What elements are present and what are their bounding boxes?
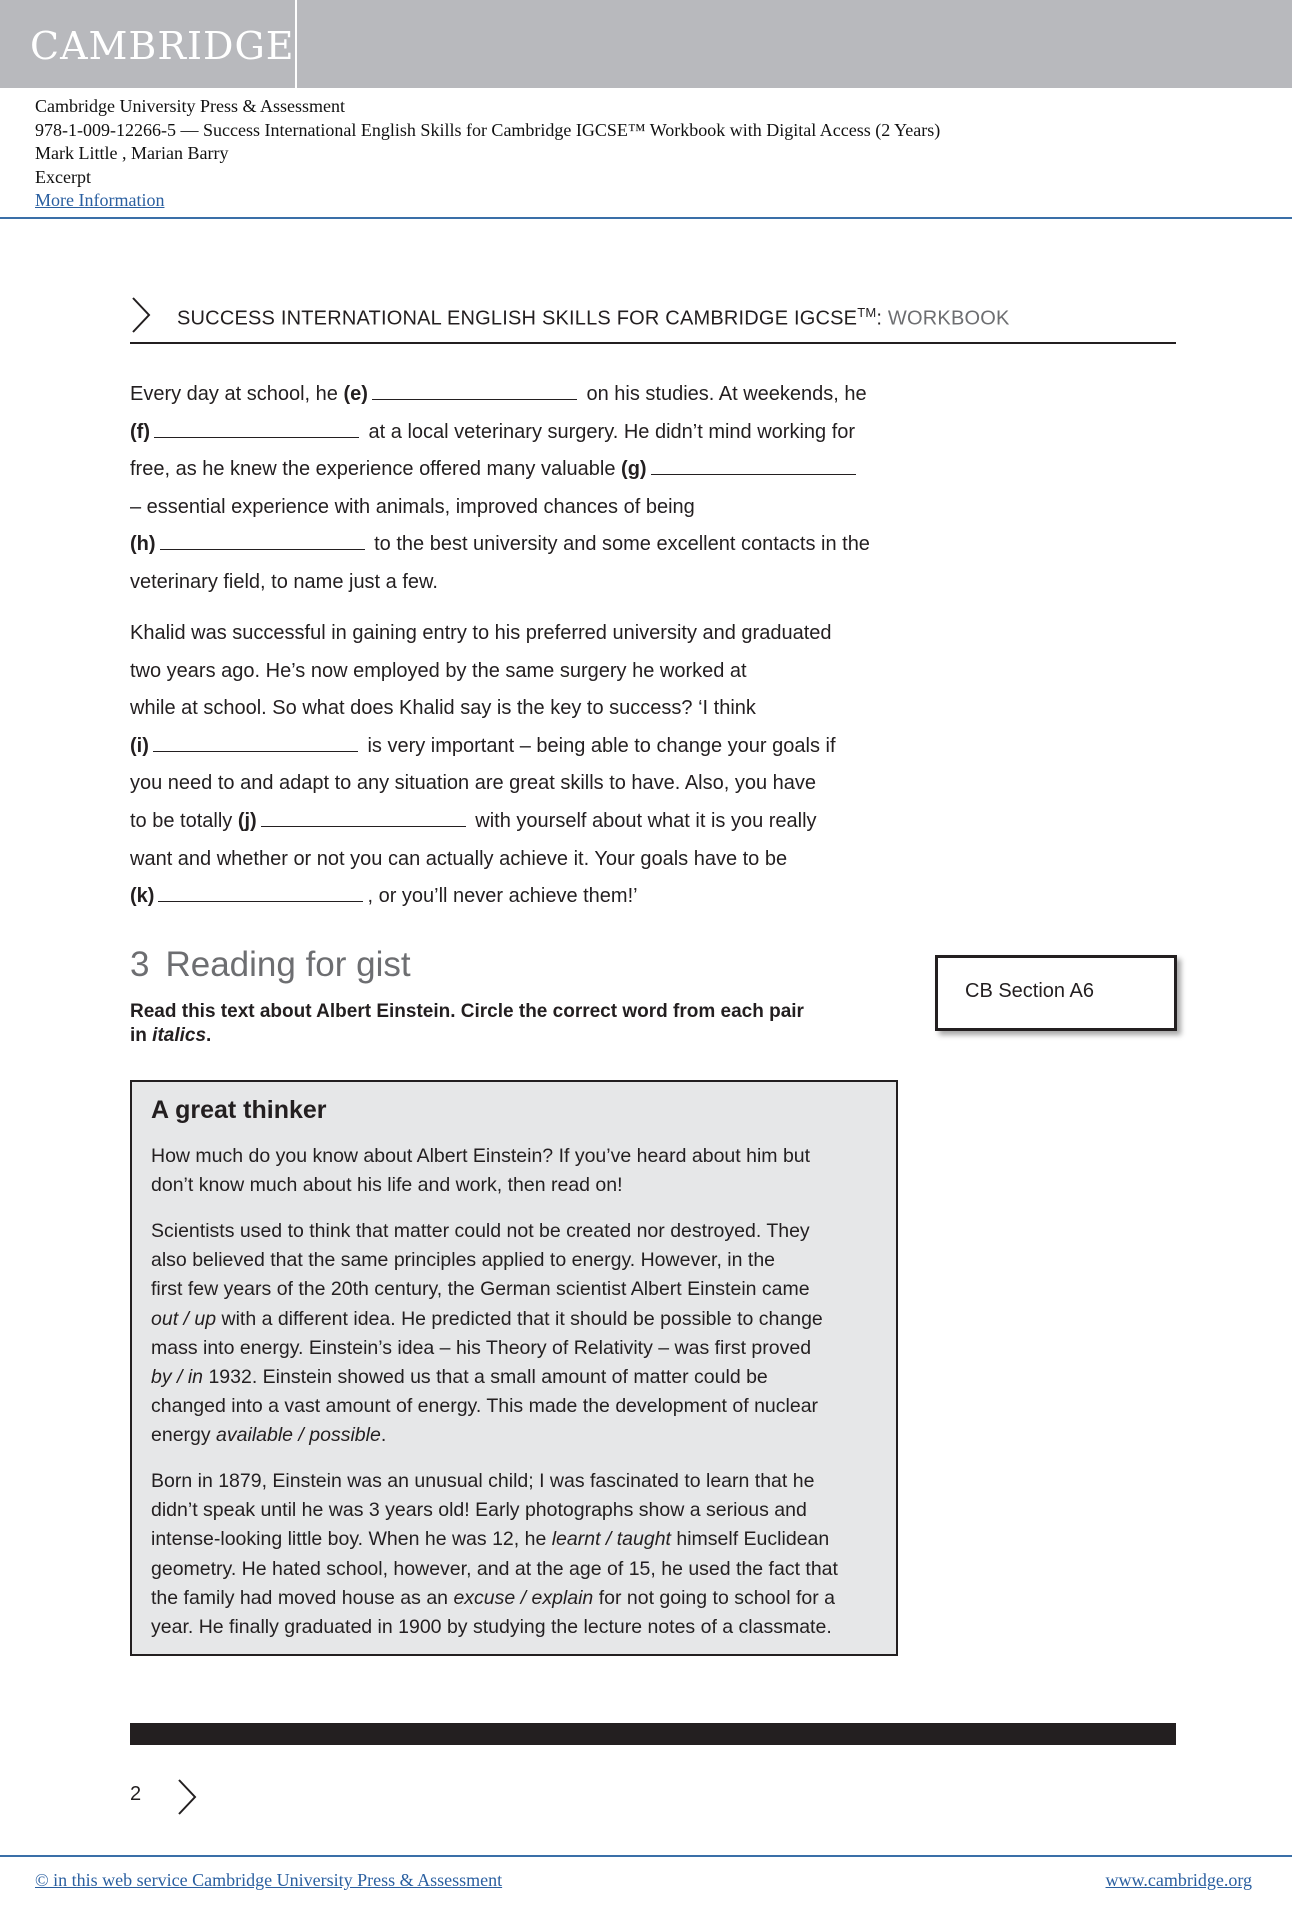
reading-line xyxy=(151,1363,881,1392)
reading-text: energy xyxy=(151,1424,217,1447)
gap-fill-passage-1 xyxy=(130,376,910,602)
cambridge-website-link[interactable]: www.cambridge.org xyxy=(1105,1870,1252,1890)
reading-line xyxy=(151,1525,881,1554)
section-number: 3 xyxy=(130,945,150,984)
instruction xyxy=(130,1000,910,1048)
word-choice[interactable]: out / up xyxy=(151,1307,217,1330)
line-text: Khalid was successful in gaining entry to his preferred university and graduated xyxy=(130,622,832,644)
gap-label: (h) xyxy=(130,533,156,556)
running-head-workbook: WORKBOOK xyxy=(887,307,1010,330)
gap-label: (e) xyxy=(343,383,368,405)
reading-paragraph-2 xyxy=(151,1217,881,1451)
reading-text: don’t know much about his life and work, then read on! xyxy=(151,1174,623,1197)
header-divider xyxy=(0,217,1292,219)
reading-line xyxy=(151,1467,881,1496)
passage-line xyxy=(130,841,910,879)
reading-text: . xyxy=(380,1424,387,1447)
reading-paragraph-1 xyxy=(151,1142,881,1200)
book-meta xyxy=(35,95,940,213)
reading-line xyxy=(151,1142,881,1171)
reading-text: himself Euclidean xyxy=(670,1528,830,1551)
page-number: 2 xyxy=(130,1783,142,1805)
line-text: free, as he knew the experience offered many valuable xyxy=(130,458,622,481)
reading-text: year. He finally graduated in 1900 by studying the lecture notes of a classmate. xyxy=(151,1615,832,1638)
word-choice[interactable]: available / possible xyxy=(216,1424,381,1447)
reading-text: with a different idea. He predicted that it should be possible to change xyxy=(216,1307,823,1330)
line-text: veterinary field, to name just a few. xyxy=(130,570,438,593)
reading-line xyxy=(151,1421,881,1450)
gap-label: (k) xyxy=(130,885,155,908)
reading-line xyxy=(151,1217,881,1246)
reading-text: for not going to school for a xyxy=(593,1586,836,1609)
cb-section-box xyxy=(935,955,1177,1031)
more-information-link[interactable]: More Information xyxy=(35,190,165,210)
reading-text: Born in 1879, Einstein was an unusual child; I was fascinated to learn that he xyxy=(151,1470,815,1492)
word-choice[interactable]: learnt / taught xyxy=(551,1528,671,1551)
answer-blank[interactable] xyxy=(372,385,577,400)
instruction-italics: italics xyxy=(152,1025,207,1046)
passage-line xyxy=(130,765,910,803)
publisher: Cambridge University Press & Assessment xyxy=(35,96,345,116)
reading-line xyxy=(151,1613,881,1642)
instruction-line-2a: in xyxy=(130,1025,153,1046)
line-text: with yourself about what it is you really xyxy=(469,809,817,832)
authors: Mark Little , Marian Barry xyxy=(35,143,229,163)
reading-line xyxy=(151,1392,881,1421)
gap-fill-passage-2 xyxy=(130,615,910,916)
answer-blank[interactable] xyxy=(261,812,466,827)
reading-line xyxy=(151,1584,881,1613)
passage-line xyxy=(130,653,910,691)
footer-divider xyxy=(0,1855,1292,1857)
brand-bar xyxy=(0,0,1292,88)
reading-line xyxy=(151,1246,881,1275)
trademark: TM xyxy=(857,305,877,320)
reading-text: Scientists used to think that matter could not be created nor destroyed. They xyxy=(151,1220,810,1242)
reading-text: also believed that the same principles applied to energy. However, in the xyxy=(151,1249,776,1272)
copyright-link[interactable]: © in this web service Cambridge University Press & Assessment xyxy=(35,1870,503,1890)
reading-line xyxy=(151,1496,881,1525)
instruction-line-2c: . xyxy=(206,1025,212,1046)
reading-line xyxy=(151,1305,881,1334)
running-head-title xyxy=(177,305,1010,331)
passage-line xyxy=(130,451,910,489)
answer-blank[interactable] xyxy=(160,535,365,550)
gap-label: (f) xyxy=(130,420,150,443)
reading-line xyxy=(151,1555,881,1584)
passage-line xyxy=(130,376,910,414)
reading-text: the family had moved house as an xyxy=(151,1586,454,1609)
line-text: to be totally xyxy=(130,809,238,832)
passage-line xyxy=(130,728,910,766)
line-text: while at school. So what does Khalid say is the key to success? ‘I think xyxy=(130,697,756,720)
answer-blank[interactable] xyxy=(154,423,359,438)
cb-section-label: CB Section A6 xyxy=(965,980,1094,1002)
running-head-text: SUCCESS INTERNATIONAL ENGLISH SKILLS FOR CAMBRIDGE IGCSE xyxy=(177,307,858,330)
word-choice[interactable]: by / in xyxy=(151,1365,204,1388)
line-text: to the best university and some excellent contacts in the xyxy=(368,533,870,556)
gap-label: (g) xyxy=(621,458,647,481)
passage-line xyxy=(130,489,910,527)
gap-label: (j) xyxy=(237,809,257,832)
cambridge-logo: CAMBRIDGE xyxy=(30,24,295,68)
line-text: – essential experience with animals, improved chances of being xyxy=(130,495,695,518)
passage-line xyxy=(130,878,910,916)
footer-bar xyxy=(130,1723,1176,1745)
reading-text: geometry. He hated school, however, and at the age of 15, he used the fact that xyxy=(151,1557,838,1580)
passage-line xyxy=(130,615,910,653)
reading-text: How much do you know about Albert Einstein? If you’ve heard about him but xyxy=(151,1145,811,1167)
line-text: on his studies. At weekends, he xyxy=(580,383,867,405)
running-head-rule xyxy=(130,342,1176,344)
reading-title: A great thinker xyxy=(151,1096,327,1124)
passage-line xyxy=(130,526,910,564)
reading-text: intense-looking little boy. When he was 12, he xyxy=(151,1528,552,1551)
line-text: want and whether or not you can actually achieve it. Your goals have to be xyxy=(130,847,788,870)
passage-line xyxy=(130,690,910,728)
running-head xyxy=(130,295,1176,345)
reading-text-box xyxy=(130,1080,898,1656)
answer-blank[interactable] xyxy=(153,737,358,752)
gap-label: (i) xyxy=(130,734,149,757)
instruction-line-1: Read this text about Albert Einstein. Circle the correct word from each pair xyxy=(130,1001,804,1022)
section-heading xyxy=(130,945,411,985)
word-choice[interactable]: excuse / explain xyxy=(453,1586,594,1609)
excerpt-label: Excerpt xyxy=(35,166,91,187)
passage-line xyxy=(130,414,910,452)
reading-paragraph-3 xyxy=(151,1467,881,1642)
passage-line xyxy=(130,803,910,841)
reading-line xyxy=(151,1334,881,1363)
line-text: Every day at school, he xyxy=(130,383,344,405)
chevron-right-icon xyxy=(176,1777,198,1817)
reading-text: changed into a vast amount of energy. This made the development of nuclear xyxy=(151,1395,819,1418)
reading-text: mass into energy. Einstein’s idea – his Theory of Relativity – was first proved xyxy=(151,1336,812,1359)
chevron-right-icon xyxy=(130,295,152,335)
reading-text: first few years of the 20th century, the German scientist Albert Einstein came xyxy=(151,1278,810,1301)
section-title: Reading for gist xyxy=(165,945,411,984)
brand-divider xyxy=(295,0,297,88)
line-text: two years ago. He’s now employed by the same surgery he worked at xyxy=(130,659,747,682)
reading-line xyxy=(151,1171,881,1200)
reading-line xyxy=(151,1275,881,1304)
passage-line xyxy=(130,564,910,602)
line-text: , or you’ll never achieve them!’ xyxy=(367,885,638,908)
answer-blank[interactable] xyxy=(158,887,363,902)
answer-blank[interactable] xyxy=(651,460,856,475)
reading-text: didn’t speak until he was 3 years old! Early photographs show a serious and xyxy=(151,1499,807,1522)
running-head-sep: : xyxy=(876,307,888,330)
isbn-title: 978-1-009-12266-5 — Success International English Skills for Cambridge IGCSE™ Workbook with Digital Access (2 Years) xyxy=(35,119,941,140)
reading-text: 1932. Einstein showed us that a small amount of matter could be xyxy=(203,1365,768,1388)
line-text: at a local veterinary surgery. He didn’t mind working for xyxy=(362,420,856,443)
line-text: you need to and adapt to any situation are great skills to have. Also, you have xyxy=(130,772,817,795)
line-text: is very important – being able to change your goals if xyxy=(361,734,836,757)
